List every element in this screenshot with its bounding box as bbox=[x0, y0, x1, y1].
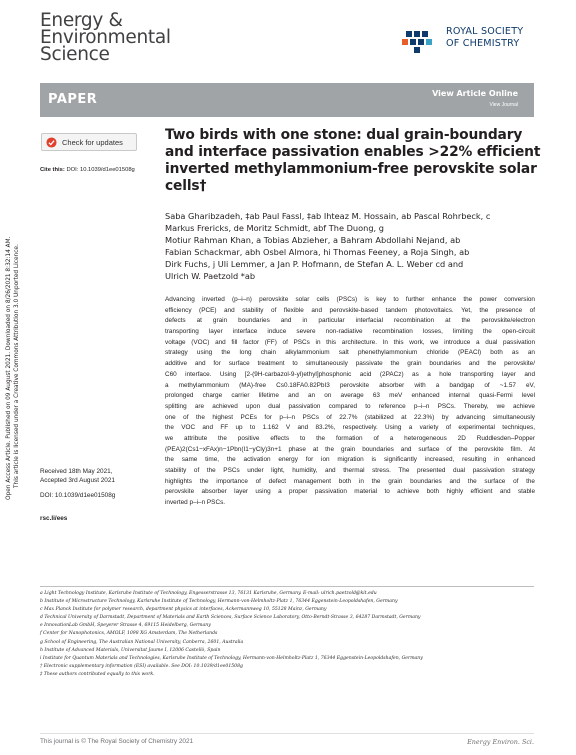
abstract-line: splitting are achieved upon dual passivation compared to reference p–i–n PSCs. Thereby, we achieve bbox=[165, 402, 535, 410]
publisher-name: ROYAL SOCIETY OF CHEMISTRY bbox=[446, 26, 524, 49]
affiliation-item: a Light Technology Institute, Karlsruhe Institute of Technology, Engesserstrasse 13, 76131 Karlsruhe, Germany. E-mail: ulrich.paetzold@kit.edu bbox=[40, 591, 377, 596]
abstract-line: stability of the PSCs under light, humidity, and thermal stress. The presented dual passivation strategy bbox=[165, 467, 535, 474]
affiliation-item: h Institute of Advanced Materials, Universitat Jaume I, 12006 Castellò, Spain bbox=[40, 647, 221, 653]
abstract-line: (PEA)2(Cs1−xFAx)n−1Pbn(I1−yCly)3n+1 phase at the grain boundaries and surface of the perovskite film. At bbox=[165, 445, 535, 453]
footer-divider bbox=[40, 733, 534, 734]
cite-doi[interactable]: DOI: 10.1039/d1ee01508g bbox=[66, 167, 135, 173]
esi-note: † Electronic supplementary information (ESI) available. See DOI: 10.1039/d1ee01508g bbox=[40, 663, 243, 669]
abstract-line: the same time, the activation energy for ion migration is significantly increased, resulting in enhanced bbox=[165, 456, 535, 464]
check-for-updates-button[interactable] bbox=[41, 133, 137, 151]
author-line: Dirk Fuchs, j Uli Lemmer, a Jan P. Hofmann, de Stefan A. L. Weber cd and bbox=[165, 259, 464, 269]
view-article-online-link[interactable]: View Article Online bbox=[432, 89, 518, 98]
abstract-line: a methylammonium (MA)-free Cs0.18FA0.82PbI3 perovskite absorber with a bandgap of ~1.57 eV, bbox=[165, 381, 535, 389]
affiliation-item: g School of Engineering, The Australian National University, Canberra, 2601, Australia bbox=[40, 639, 244, 645]
received-dates bbox=[40, 467, 115, 485]
author-line: Motiur Rahman Khan, a Tobias Abzieher, a Bahram Abdollahi Nejand, ab bbox=[165, 235, 461, 245]
abstract-line: efficiency (PCE) and stability of flexible and perovskite-based tandem photovoltaics. Yet, the presence of bbox=[165, 306, 535, 314]
abstract-line: Advancing inverted (p–i–n) perovskite solar cells (PSCs) is key to further enhance the power conversion bbox=[165, 296, 535, 303]
check-updates-icon bbox=[46, 137, 57, 148]
abstract-line: strategy using the long chain alkylammonium salt phenethylammonium chloride (PEACl) both as an bbox=[165, 349, 535, 357]
abstract-line: perovskite absorber layer using a proper passivation material to achieve both highly efficient and stable bbox=[165, 488, 535, 496]
author-line: Markus Frericks, de Moritz Schmidt, abf The Duong, g bbox=[165, 223, 384, 233]
abstract bbox=[165, 295, 535, 509]
abstract-line: defects at grain boundaries and in particular interfacial recombination at the perovskite/electron bbox=[165, 317, 535, 325]
article-title bbox=[165, 127, 541, 195]
abstract-line: transporting layer interface induce severe non-radiative recombination losses, limiting the open-circuit bbox=[165, 328, 535, 336]
abstract-line: voltage (VOC) and fill factor (FF) of PSCs in this architecture. In this work, we introduce a dual passivation bbox=[165, 338, 535, 346]
abstract-line: C60 interface. Using [2-(9H-carbazol-9-yl)ethyl]phosphonic acid (2PACz) as a hole transporting layer and bbox=[165, 370, 535, 378]
check-for-updates-label: Check for updates bbox=[62, 137, 123, 147]
abstract-line: inverted p–i–n PSCs. bbox=[165, 499, 226, 507]
abstract-line: we attribute the positive effects to the formation of a heterogeneous 2D Ruddlesden–Popper bbox=[165, 434, 535, 442]
article-title-line: inverted methylammonium-free perovskite solar bbox=[165, 161, 537, 177]
article-doi[interactable]: DOI: 10.1039/d1ee01508g bbox=[40, 492, 116, 499]
author-line: Fabian Schackmar, abh Osbel Almora, hi Thomas Feeney, a Roja Singh, ab bbox=[165, 247, 470, 257]
open-access-sidebar bbox=[6, 170, 26, 500]
journal-link[interactable]: rsc.li/ees bbox=[40, 515, 68, 522]
affiliation-item: e InnovationLab GmbH, Speyerer Strasse 4, 69115 Heidelberg, Germany bbox=[40, 623, 211, 629]
author-list bbox=[165, 210, 540, 282]
article-title-line: Two birds with one stone: dual grain-boundary bbox=[165, 127, 523, 143]
affiliations bbox=[40, 590, 534, 679]
journal-title-line: Environmental bbox=[40, 27, 171, 48]
equal-contribution-note: ‡ These authors contributed equally to this work. bbox=[40, 671, 155, 677]
cite-label: Cite this: bbox=[40, 167, 65, 173]
abstract-line: one of the highest PCEs for p–i–n PSCs of 22.7% (stabilized at 22.3%) by advancing simultaneously bbox=[165, 413, 535, 421]
abstract-line: additive and for surface treatment to simultaneously passivate the grain boundaries and the perovskite/ bbox=[165, 360, 535, 368]
affiliation-item: b Institute of Microstructure Technology, Karlsruhe Institute of Technology, Hermann-von-Helmholtz-Platz 1, 76344 Eggenstein-Leopoldshafen, Germany bbox=[40, 599, 398, 605]
affiliation-item: i Institute for Quantum Materials and Technologies, Karlsruhe Institute of Technology, Hermann-von-Helmholtz-Platz 1, 76344 Eggenstein-Leopoldshafen, Germany bbox=[40, 655, 423, 661]
article-type: PAPER bbox=[48, 92, 98, 107]
journal-title-line: Energy & bbox=[40, 10, 123, 31]
footer-journal-abbrev: Energy Environ. Sci. bbox=[467, 738, 534, 746]
article-title-line: and interface passivation enables >22% efficient bbox=[165, 144, 541, 160]
footer-copyright: This journal is © The Royal Society of Chemistry 2021 bbox=[40, 738, 194, 745]
abstract-line: prolonged charge carrier lifetime and an on average 63 meV enhanced internal quasi-Fermi level bbox=[165, 392, 535, 400]
abstract-line: the VOC and FF up to 1.162 V and 83.2%, respectively. Using a variety of experimental techniques, bbox=[165, 424, 535, 432]
view-journal-link[interactable]: View Journal bbox=[489, 102, 518, 108]
license-notice[interactable]: This article is licensed under a Creative Commons Attribution 3.0 Unported Licence. bbox=[14, 244, 20, 488]
article-type-banner bbox=[40, 83, 534, 117]
affiliations-divider bbox=[40, 586, 534, 587]
affiliation-item: d Technical University of Darmstadt, Department of Materials and Earth Sciences, Surface Science Laboratory, Otto-Berndt-Strasse 3, 64287 Darmstadt, Germany bbox=[40, 615, 421, 621]
affiliation-item: f Center for Nanophotonics, AMOLF, 1098 XG Amsterdam, The Netherlands bbox=[40, 631, 218, 637]
abstract-line: highlights the importance of defect management both in the grain boundaries and the surface of the bbox=[165, 477, 535, 485]
received-date: Received 18th May 2021, bbox=[40, 468, 113, 475]
accepted-date: Accepted 3rd August 2021 bbox=[40, 477, 115, 484]
author-line: Saba Gharibzadeh, ‡ab Paul Fassl, ‡ab Ihteaz M. Hossain, ab Pascal Rohrbeck, c bbox=[165, 211, 491, 221]
open-access-notice: Open Access Article. Published on 09 August 2021. Downloaded on 8/26/2021 8:32:14 AM. bbox=[6, 236, 12, 500]
journal-title-line: Science bbox=[40, 44, 110, 65]
affiliation-item: c Max Planck Institute for polymer research, department physics at interfaces, Ackermannweg 10, 55128 Mainz, Germany bbox=[40, 607, 327, 613]
cite-this bbox=[40, 167, 135, 173]
journal-title bbox=[40, 12, 240, 63]
article-title-line: cells† bbox=[165, 178, 207, 194]
author-line: Ulrich W. Paetzold *ab bbox=[165, 271, 256, 281]
